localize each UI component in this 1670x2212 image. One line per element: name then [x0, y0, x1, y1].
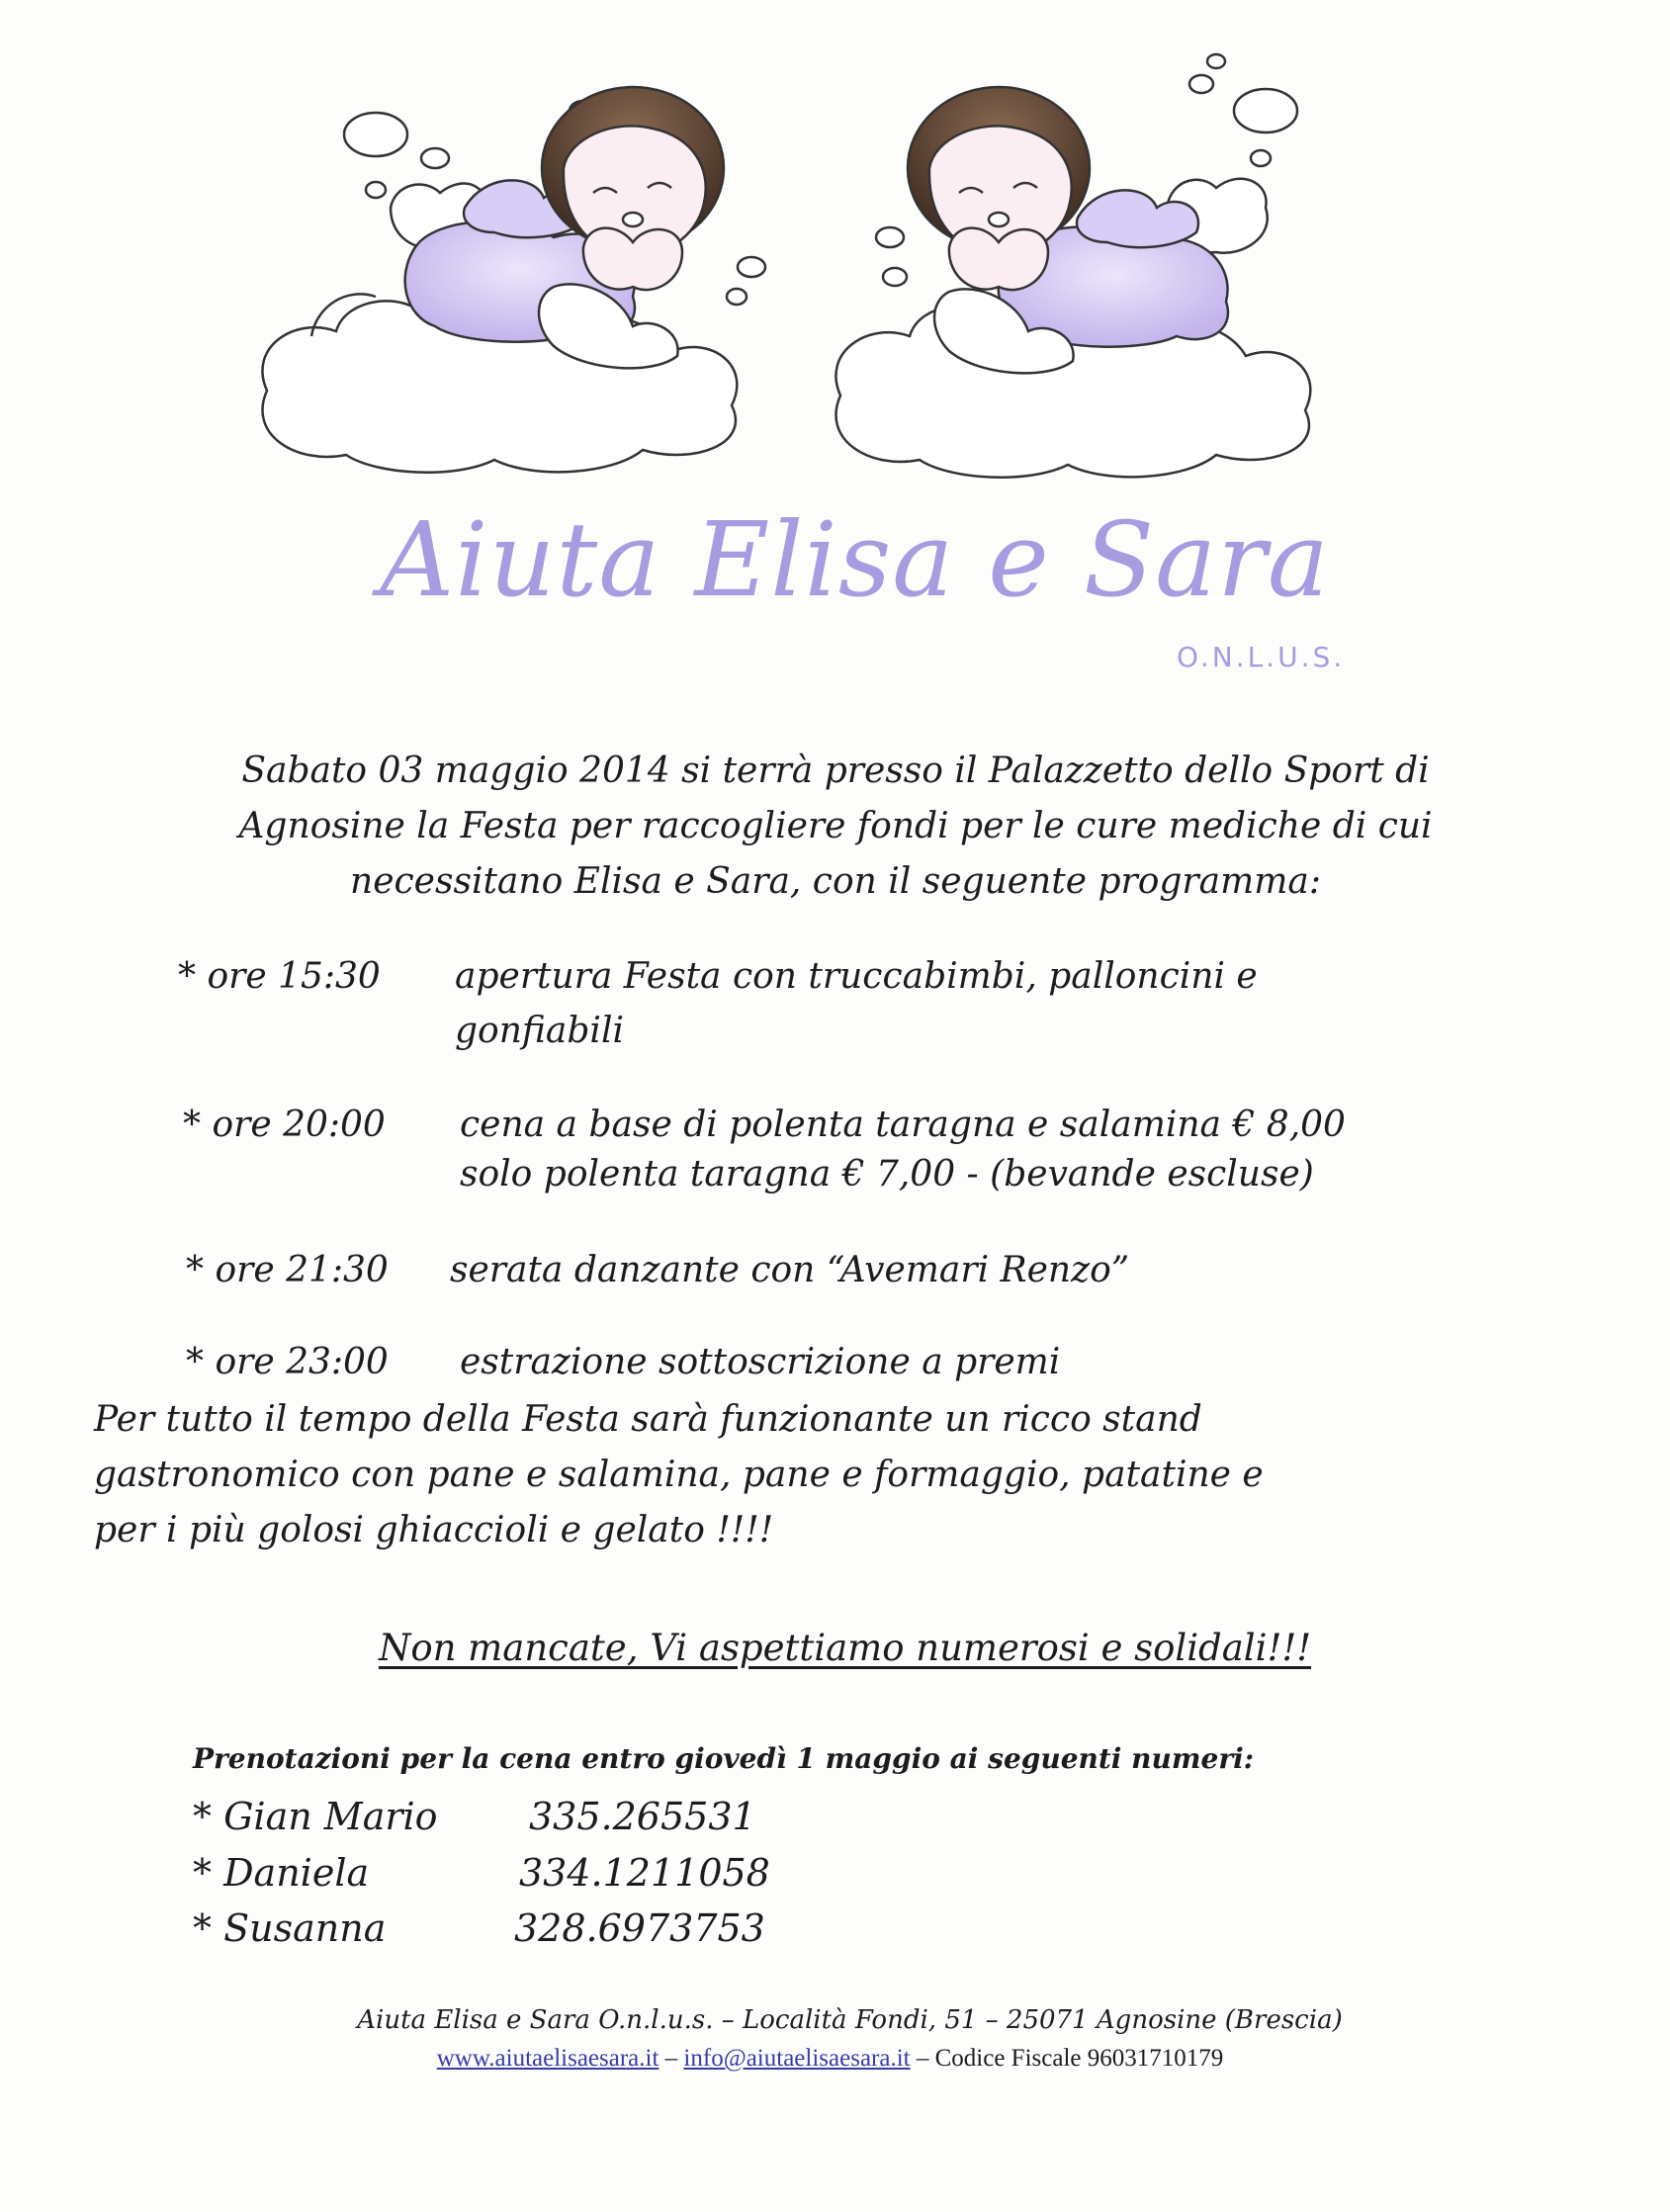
intro-paragraph [84, 744, 1587, 910]
organization-subtitle: O.N.L.U.S. [1177, 641, 1346, 673]
contact-phone: 334.1211058 [519, 1851, 770, 1895]
booking-title: Prenotazioni per la cena entro giovedì 1 maggio ai seguenti numeri: [193, 1742, 1255, 1775]
contact-phone: 335.265531 [529, 1795, 756, 1838]
program-time: * ore 15:30 [178, 956, 381, 997]
closing-message: Non mancate, Vi aspettiamo numerosi e solidali!!! [378, 1627, 1312, 1669]
footer-address: Aiuta Elisa e Sara O.n.l.u.s. – Località Fondi, 51 – 25071 Agnosine (Brescia) [357, 2005, 1343, 2035]
email-link[interactable]: info@aiutaelisaesara.it [683, 2045, 911, 2072]
angels-illustration [0, 0, 1670, 494]
program-desc: apertura Festa con truccabimbi, palloncini e [455, 956, 1258, 997]
organization-title: Aiuta Elisa e Sara [380, 499, 1330, 620]
program-desc: cena a base di polenta taragna e salamina € 8,00 [460, 1105, 1346, 1145]
program-desc: gonfiabili [455, 1011, 624, 1051]
food-paragraph [94, 1392, 1577, 1558]
contact-name: * Gian Mario [193, 1795, 438, 1838]
program-desc: solo polenta taragna € 7,00 - (bevande escluse) [460, 1154, 1314, 1194]
left-angel [262, 87, 765, 473]
food-line: per i più golosi ghiaccioli e gelato !!!! [94, 1510, 774, 1550]
footer-separator: – [659, 2045, 684, 2072]
program-desc: estrazione sottoscrizione a premi [460, 1342, 1061, 1382]
intro-line: necessitano Elisa e Sara, con il seguente programma: [350, 861, 1321, 902]
footer-links [0, 2045, 1670, 2073]
contact-phone: 328.6973753 [514, 1906, 765, 1950]
food-line: Per tutto il tempo della Festa sarà funzionante un ricco stand [94, 1399, 1202, 1440]
fiscal-code: – Codice Fiscale 96031710179 [910, 2045, 1224, 2072]
food-line: gastronomico con pane e salamina, pane e formaggio, patatine e [94, 1455, 1264, 1495]
contact-name: * Susanna [193, 1906, 387, 1950]
program-time: * ore 23:00 [186, 1342, 389, 1382]
intro-line: Agnosine la Festa per raccogliere fondi per le cure mediche di cui [238, 806, 1433, 846]
program-time: * ore 20:00 [183, 1105, 386, 1145]
contact-name: * Daniela [193, 1851, 370, 1895]
right-angel [835, 54, 1310, 478]
program-time: * ore 21:30 [186, 1250, 389, 1290]
program-desc: serata danzante con “Avemari Renzo” [450, 1250, 1130, 1290]
intro-line: Sabato 03 maggio 2014 si terrà presso il Palazzetto dello Sport di [241, 751, 1430, 791]
website-link[interactable]: www.aiutaelisaesara.it [436, 2045, 659, 2072]
